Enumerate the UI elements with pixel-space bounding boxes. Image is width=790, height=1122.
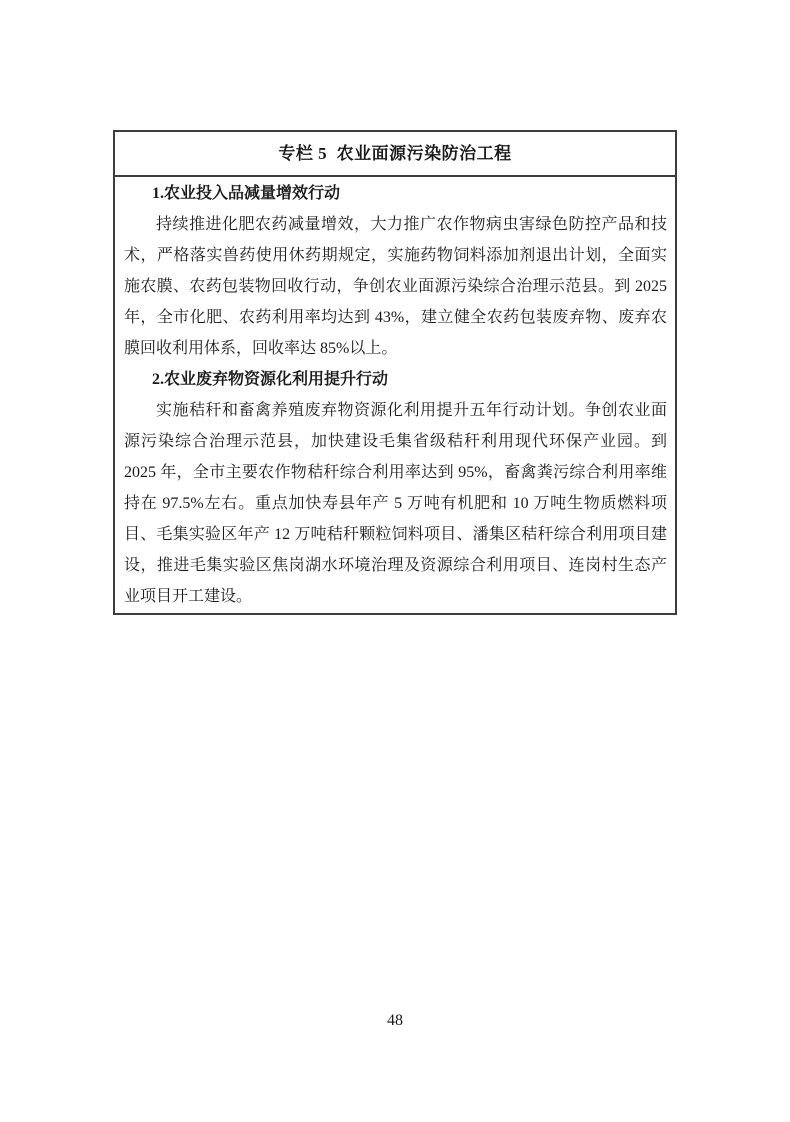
feature-box-column-5 <box>113 130 677 615</box>
section-1-heading: 1.农业投入品减量增效行动 <box>152 185 341 202</box>
section-2-paragraph: 实施秸秆和畜禽养殖废弃物资源化利用提升五年行动计划。争创农业面源污染综合治理示范县，加快建设毛集省级秸秆利用现代环保产业园。到 2025 年，全市主要农作物秸秆综合利用率达到 95%，畜禽粪污综合利用率维持在 97.5%左右。重点加快寿县年产 5 万吨有机肥和 10 万吨生物质燃料项目、毛集实验区年产 12 万吨秸秆颗粒饲料项目、潘集区秸秆综合利用项目建设，推进毛集实验区焦岗湖水环境治理及资源综合利用项目、连岗村生态产业项目开工建设。 <box>124 402 667 605</box>
page-number: 48 <box>387 1012 403 1029</box>
feature-box-body <box>115 177 675 613</box>
section-2-heading: 2.农业废弃物资源化利用提升行动 <box>152 371 389 388</box>
feature-box-title: 专栏 5 农业面源污染防治工程 <box>115 132 675 177</box>
section-1-paragraph: 持续推进化肥农药减量增效，大力推广农作物病虫害绿色防控产品和技术，严格落实兽药使用休药期规定，实施药物饲料添加剂退出计划，全面实施农膜、农药包装物回收行动，争创农业面源污染综合治理示范县。到 2025 年，全市化肥、农药利用率均达到 43%，建立健全农药包装废弃物、废弃农膜回收利用体系，回收率达 85%以上。 <box>124 216 667 357</box>
